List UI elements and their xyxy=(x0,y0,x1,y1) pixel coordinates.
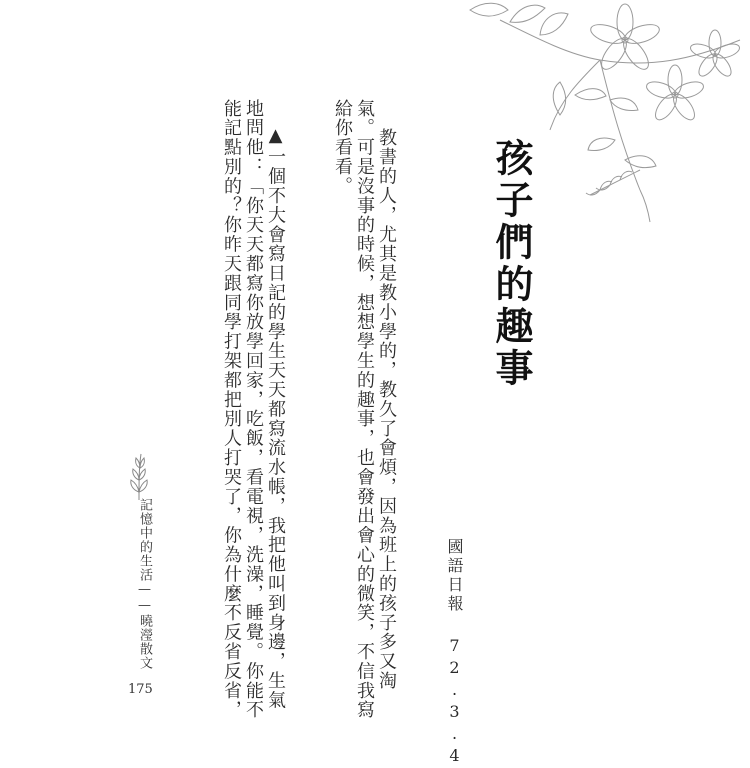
page-title: 孩子們的趣事 xyxy=(489,138,534,390)
leaf-sprig-icon xyxy=(125,452,153,502)
paragraph-1-line-1: 教書的人，尤其是教小學的，教久了會煩，因為班上的孩子多又淘 xyxy=(376,128,397,691)
paragraph-1-line-2: 氣。可是沒事的時候，想想學生的趣事，也會發出會心的微笑，不信我寫 xyxy=(354,99,375,720)
page-number: 175 xyxy=(128,682,153,697)
paragraph-2-line-1: ▲一個不大會寫日記的學生天天都寫流水帳，我把他叫到身邊，生氣 xyxy=(265,125,286,710)
paragraph-2-line-2: 地問他：「你天天都寫你放學回家，吃飯，看電視，洗澡，睡覺。你能不 xyxy=(243,99,264,720)
paragraph-2-line-3: 能記點別的？你昨天跟同學打架都把別人打哭了，你為什麼不反省反省， xyxy=(221,99,242,720)
source-date: 國語日報 72.3.4 xyxy=(445,538,464,768)
paragraph-1-line-3: 給你看看。 xyxy=(332,99,353,196)
running-head: 記憶中的生活——曉瀅散文 xyxy=(137,498,152,670)
